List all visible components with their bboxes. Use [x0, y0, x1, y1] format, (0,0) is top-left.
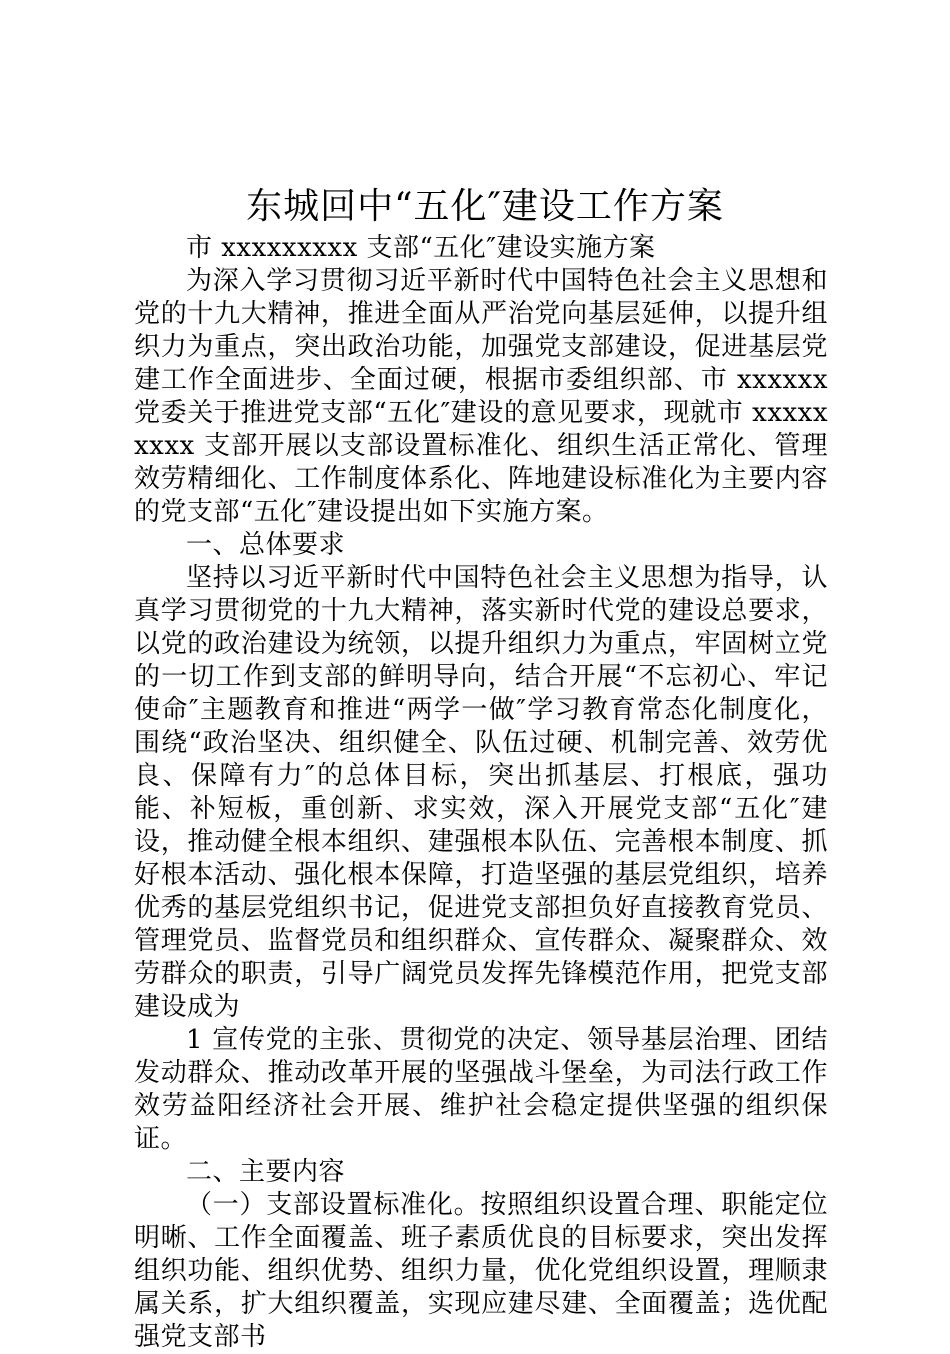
- document-body: [134, 232, 828, 1354]
- section-heading-general-requirements: 一、总体要求: [186, 530, 346, 560]
- subtitle-paragraph: 市 xxxxxxxxx 支部“五化″建设实施方案: [186, 233, 656, 263]
- continuation-paragraph: 1 宣传党的主张、贯彻党的决定、领导基层治理、团结发动群众、推动改革开展的坚强战斗堡垒，为司法行政工作效劳益阳经济社会开展、维护社会稳定提供坚强的组织保证。: [134, 1025, 828, 1154]
- document-title: 东城回中“五化″建设工作方案: [246, 186, 724, 227]
- general-requirements-paragraph: 坚持以习近平新时代中国特色社会主义思想为指导，认真学习贯彻党的十九大精神，落实新时代党的建设总要求，以党的政治建设为统领，以提升组织力为重点，牢固树立党的一切工作到支部的鲜明导向，结合开展“不忘初心、牢记使命″主题教育和推进“两学一做″学习教育常态化制度化，围绕“政治坚决、组织健全、队伍过硬、机制完善、效劳优良、保障有力″的总体目标，突出抓基层、打根底，强功能、补短板，重创新、求实效，深入开展党支部“五化″建设，推动健全根本组织、建强根本队伍、完善根本制度、抓好根本活动、强化根本保障，打造坚强的基层党组织，培养优秀的基层党组织书记，促进党支部担负好直接教育党员、管理党员、监督党员和组织群众、宣传群众、凝聚群众、效劳群众的职责，引导广阔党员发挥先锋模范作用，把党支部建设成为: [134, 563, 828, 1022]
- intro-paragraph: 为深入学习贯彻习近平新时代中国特色社会主义思想和党的十九大精神，推进全面从严治党向基层延伸，以提升组织力为重点，突出政治功能，加强党支部建设，促进基层党建工作全面进步、全面过硬，根据市委组织部、市 xxxxxx 党委关于推进党支部“五化″建设的意见要求，现就市 xxxxxxxxx 支部开展以支部设置标准化、组织生活正常化、管理效劳精细化、工作制度体系化、阵地建设标准化为主要内容的党支部“五化″建设提出如下实施方案。: [134, 266, 828, 527]
- section-heading-main-content: 二、主要内容: [186, 1157, 346, 1187]
- document-page: [134, 186, 828, 1354]
- main-content-paragraph-1: （一）支部设置标准化。按照组织设置合理、职能定位明晰、工作全面覆盖、班子素质优良的目标要求，突出发挥组织功能、组织优势、组织力量，优化党组织设置，理顺隶属关系，扩大组织覆盖，实现应建尽建、全面覆盖；选优配强党支部书: [134, 1190, 828, 1352]
